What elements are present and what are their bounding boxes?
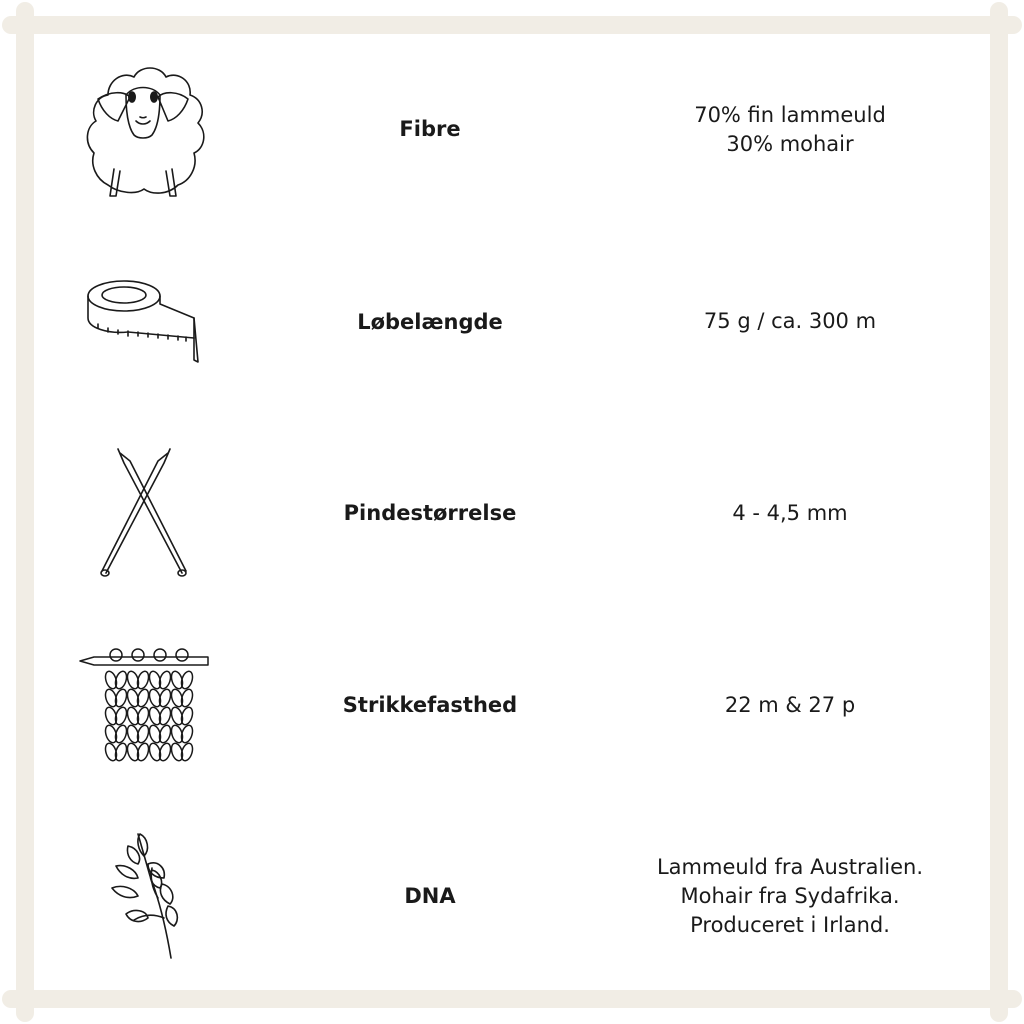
frame-top [2,16,1022,34]
spec-value-line: 4 - 4,5 mm [732,501,848,525]
spec-value [640,101,940,159]
spec-value-line: Lammeuld fra Australien. [656,855,924,879]
knitting-needles-icon [68,445,218,580]
sheep-icon [68,55,218,205]
spec-value [640,853,940,940]
spec-value-line: 75 g / ca. 300 m [703,309,877,333]
frame-right [990,2,1008,1022]
knit-swatch-icon [68,640,218,765]
spec-value [640,499,940,528]
spec-label: Strikkefasthed [342,693,518,717]
spec-value-line: 30% mohair [726,132,854,156]
spec-value [640,691,940,720]
frame-left [16,2,34,1022]
spec-value [640,307,940,336]
spec-value-line: Produceret i Irland. [690,913,890,937]
spec-label: DNA [404,884,456,908]
measuring-tape-icon [68,268,218,368]
spec-value-line: Mohair fra Sydafrika. [680,884,900,908]
frame-bottom [2,990,1022,1008]
spec-label: Pindestørrelse [343,501,517,525]
spec-label: Fibre [399,117,461,141]
spec-value-line: 22 m & 27 p [724,693,856,717]
spec-value-line: 70% fin lammeuld [694,103,886,127]
leaf-branch-icon [68,828,218,963]
spec-label: Løbelængde [357,310,503,334]
